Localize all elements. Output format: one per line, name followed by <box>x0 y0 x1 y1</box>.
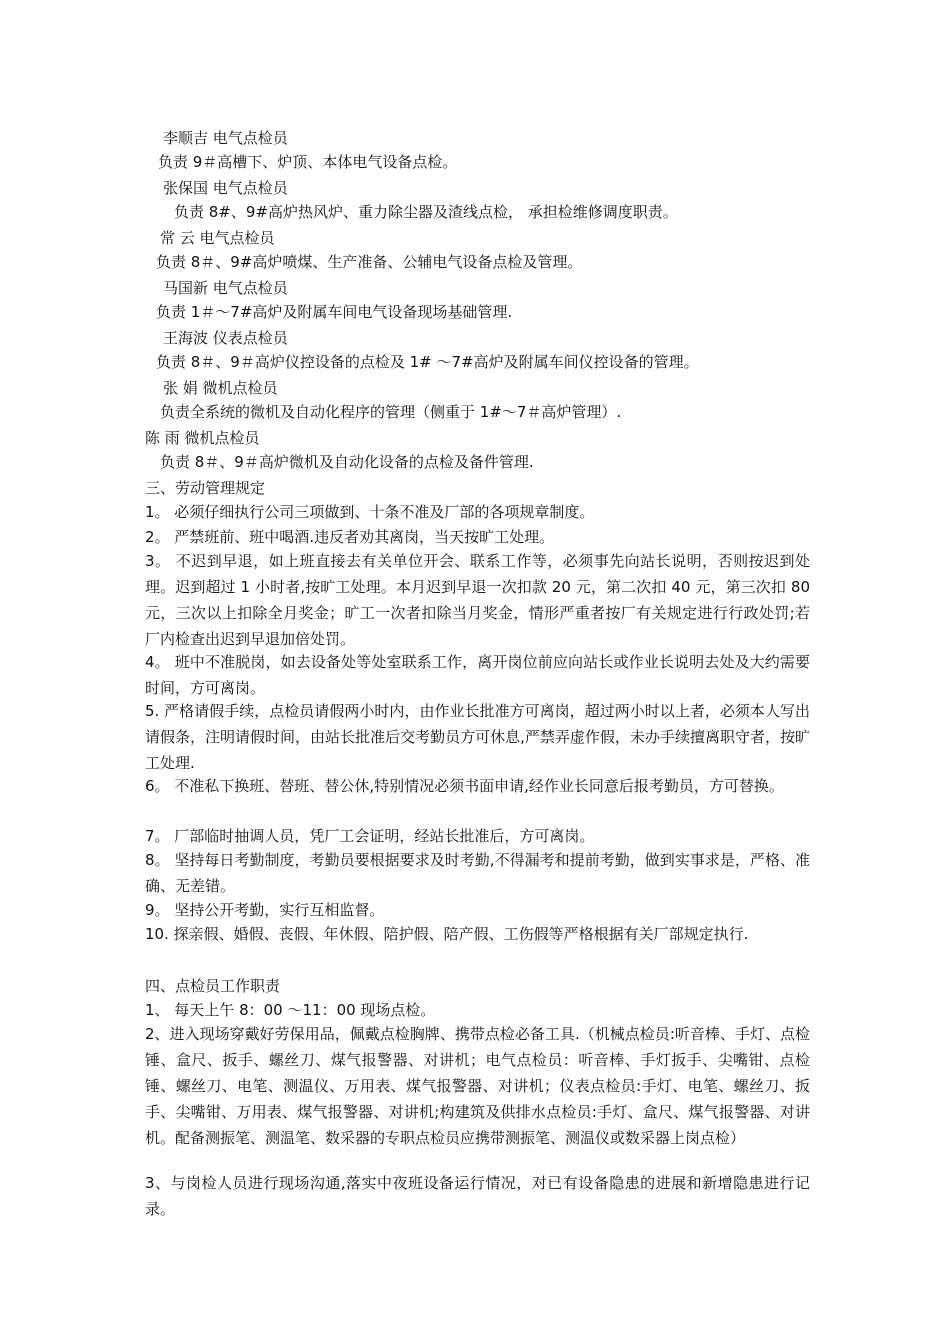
staff-duty-5: 负责 8＃、9＃高炉仪控设备的点检及 1# ～7#高炉及附属车间仪控设备的管理。 <box>156 353 699 371</box>
rule-item-3: 3。 不迟到早退，如上班直接去有关单位开会、联系工作等，必须事先向站长说明，否则按迟到处理。迟到超过 1 小时者,按旷工处理。本月迟到早退一次扣款 20 元，第二次扣 40 元，第三次扣 80 元，三次以上扣除全月奖金；旷工一次者扣除当月奖金，情形严重者按厂有关规定进行行政处罚;若厂内检查出迟到早退加倍处罚。 <box>145 552 810 648</box>
staff-duty-7: 负责 8＃、9＃高炉微机及自动化设备的点检及备件管理. <box>160 453 534 471</box>
rule-item-7: 7。 厂部临时抽调人员，凭厂工会证明，经站长批准后，方可离岗。 <box>145 827 595 845</box>
staff-duty-2: 负责 8#、9#高炉热风炉、重力除尘器及渣线点检， 承担检维修调度职责。 <box>174 203 678 221</box>
staff-title-6: 张 娟 微机点检员 <box>163 379 278 397</box>
staff-duty-3: 负责 8＃、9#高炉喷煤、生产准备、公辅电气设备点检及管理。 <box>156 253 583 271</box>
staff-title-5: 王海波 仪表点检员 <box>163 329 288 347</box>
rule-item-10: 10. 探亲假、婚假、丧假、年休假、陪护假、陪产假、工伤假等严格根据有关厂部规定执行. <box>145 925 749 943</box>
staff-title-1: 李顺吉 电气点检员 <box>163 129 288 147</box>
rule-item-9: 9。 坚持公开考勤，实行互相监督。 <box>145 901 385 919</box>
rule-item-4: 4。 班中不准脱岗，如去设备处等处室联系工作，离开岗位前应向站长或作业长说明去处及大约需要时间，方可离岗。 <box>145 653 810 697</box>
rule-item-1: 1。 必须仔细执行公司三项做到、十条不准及厂部的各项规章制度。 <box>145 503 595 521</box>
staff-duty-4: 负责 1＃～7#高炉及附属车间电气设备现场基础管理. <box>156 303 513 321</box>
staff-title-2: 张保国 电气点检员 <box>163 179 288 197</box>
staff-duty-1: 负责 9＃高槽下、炉顶、本体电气设备点检。 <box>158 153 458 171</box>
duty-item-3: 3、与岗检人员进行现场沟通,落实中夜班设备运行情况，对已有设备隐患的进展和新增隐患进行记录。 <box>145 1174 810 1218</box>
duty-item-2: 2、进入现场穿戴好劳保用品，佩戴点检胸牌、携带点检必备工具.（机械点检员:听音棒、手灯、点检锤、盒尺、扳手、螺丝刀、煤气报警器、对讲机；电气点检员：听音棒、手灯扳手、尖嘴钳、点检锤、螺丝刀、电笔、测温仪、万用表、煤气报警器、对讲机；仪表点检员:手灯、电笔、螺丝刀、扳手、尖嘴钳、万用表、煤气报警器、对讲机;构建筑及供排水点检员:手灯、盒尺、煤气报警器、对讲机。配备测振笔、测温笔、数采器的专职点检员应携带测振笔、测温仪或数采器上岗点检） <box>145 1025 810 1147</box>
staff-title-7: 陈 雨 微机点检员 <box>145 429 260 447</box>
staff-title-4: 马国新 电气点检员 <box>163 279 288 297</box>
staff-duty-6: 负责全系统的微机及自动化程序的管理（侧重于 1#～7＃高炉管理）. <box>160 403 622 421</box>
rule-item-8: 8。 坚持每日考勤制度，考勤员要根据要求及时考勤,不得漏考和提前考勤，做到实事求是，严格、准确、无差错。 <box>145 851 810 895</box>
staff-title-3: 常 云 电气点检员 <box>160 229 275 247</box>
rule-item-2: 2。 严禁班前、班中喝酒.违反者劝其离岗，当天按旷工处理。 <box>145 528 555 546</box>
rule-item-5: 5. 严格请假手续，点检员请假两小时内，由作业长批准方可离岗，超过两小时以上者，必须本人写出请假条，注明请假时间，由站长批准后交考勤员方可休息,严禁弄虚作假，未办手续擅离职守者，按旷工处理. <box>145 702 810 772</box>
rule-item-6: 6。 不准私下换班、替班、替公休,特别情况必须书面申请,经作业长同意后报考勤员，方可替换。 <box>145 777 784 795</box>
duty-item-1: 1、 每天上午 8：00 ～11：00 现场点检。 <box>145 1001 436 1019</box>
section3-heading: 三、劳动管理规定 <box>145 479 266 497</box>
section4-heading: 四、点检员工作职责 <box>145 977 281 995</box>
